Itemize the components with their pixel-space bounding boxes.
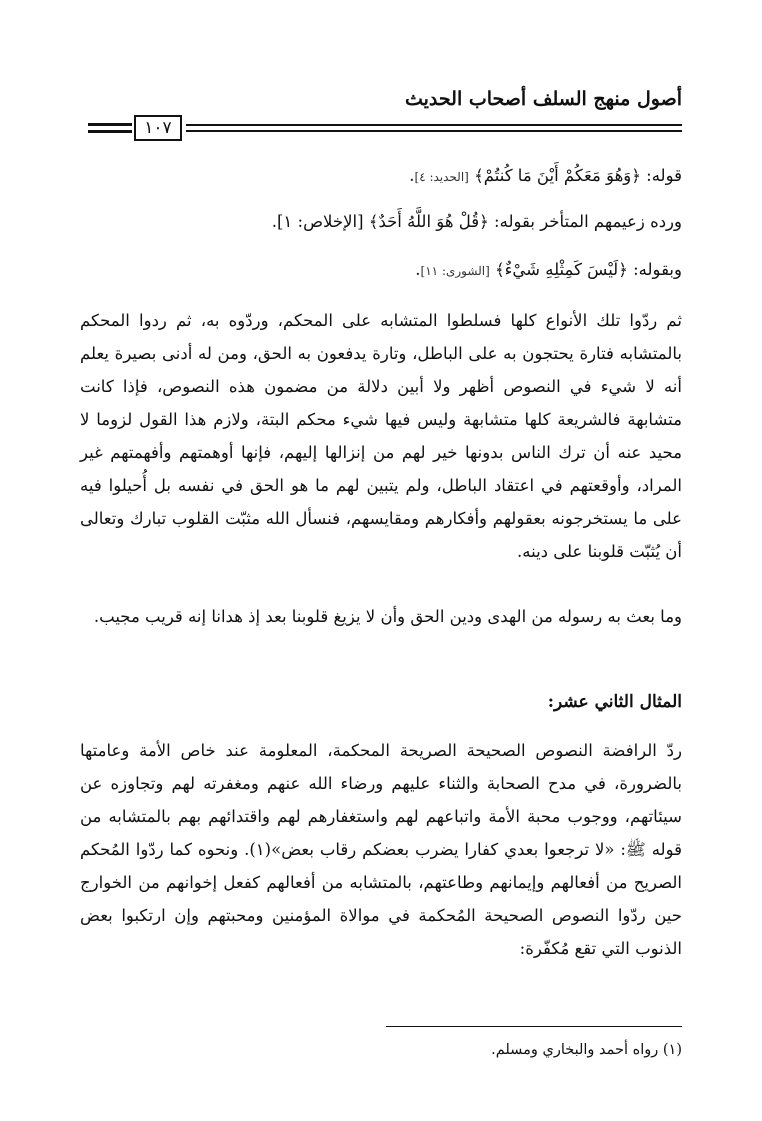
verse-line-1 (409, 166, 682, 185)
footnote-separator (386, 1026, 682, 1027)
header-rule-top (186, 124, 682, 126)
header-rule-bottom (186, 130, 682, 132)
page-number-box: ١٠٧ (134, 115, 182, 141)
paragraph-2: وما بعث به رسوله من الهدى ودين الحق وأن لا يزيغ قلوبنا بعد إذ هدانا إنه قريب مجيب. (93, 607, 682, 626)
paragraph-1: ثم ردّوا تلك الأنواع كلها فسلطوا المتشابه على المحكم، وردّوه به، ثم ردوا المحكم بالمتشابه فتارة يحتجون به على الباطل، وتارة يدفعون به الحق، ومن له أدنى بصيرة يعلم أنه لا شيء في النصوص أظهر ولا أبين دلالة من مضمون هذه النصوص، فإذا كانت متشابهة فالشريعة كلها متشابهة وليس فيها شيء محكم البتة، ولازم هذا القول لزوما لا محيد عنه أن ترك الناس بدونها خير لهم من إنزالها إليهم، فإنها أوهمتهم وأفهمتهم غير المراد، وأوقعتهم في اعتقاد الباطل، ولم يتبين لهم ما هو الحق في نفسه بل أُحيلوا فيه على ما يستخرجونه بعقولهم وأفكارهم ومقايسهم، فنسأل الله مثبّت القلوب تبارك وتعالى أن يُثبّت قلوبنا على دينه. (80, 311, 682, 561)
section-heading: المثال الثاني عشر: (547, 692, 682, 712)
verse-tail: . (409, 166, 415, 185)
verse-text: وبقوله: ﴿لَيْسَ كَمِثْلِهِ شَيْءٌ﴾ (489, 260, 682, 279)
verse-reference: [الشورى: ١١] (420, 264, 490, 278)
paragraph-3: ردّ الرافضة النصوص الصحيحة الصريحة المحكمة، المعلومة عند خاص الأمة وعامتها بالضرورة، في مدح الصحابة والثناء عليهم ورضاء الله عنهم ومغفرته لهم وتجاوزه عن سيئاتهم، ووجوب محبة الأمة واتباعهم لهم واستغفارهم لهم واقتدائهم بهم بالمتشابه من قوله ﷺ: «لا ترجعوا بعدي كفارا يضرب بعضكم رقاب بعض»(١). ونحوه كما ردّوا المُحكم الصريح من أفعالهم وإيمانهم وطاعتهم، بالمتشابه من أفعالهم كفعل إخوانهم من الخوارج حين ردّوا النصوص الصحيحة المُحكمة في موالاة المؤمنين ومحبتهم وإن ارتكبوا بعض الذنوب التي تقع مُكفّرة: (80, 741, 682, 958)
verse-tail: . (415, 260, 421, 279)
verse-line-2 (272, 212, 682, 231)
header-rule-left-top (88, 123, 132, 126)
verse-line-3 (415, 260, 682, 279)
footnote: (١) رواه أحمد والبخاري ومسلم. (491, 1042, 682, 1058)
header-rule-left-bottom (88, 130, 132, 133)
running-header-title: أصول منهج السلف أصحاب الحديث (404, 88, 682, 110)
verse-reference: [الحديد: ٤] (414, 170, 469, 184)
verse-text: قوله: ﴿وَهُوَ مَعَكُمْ أَيْنَ مَا كُنتُمْ﴾ (468, 166, 682, 185)
verse-text: ورده زعيمهم المتأخر بقوله: ﴿قُلْ هُوَ اللَّهُ أَحَدٌ﴾ [الإخلاص: ١]. (271, 212, 682, 231)
